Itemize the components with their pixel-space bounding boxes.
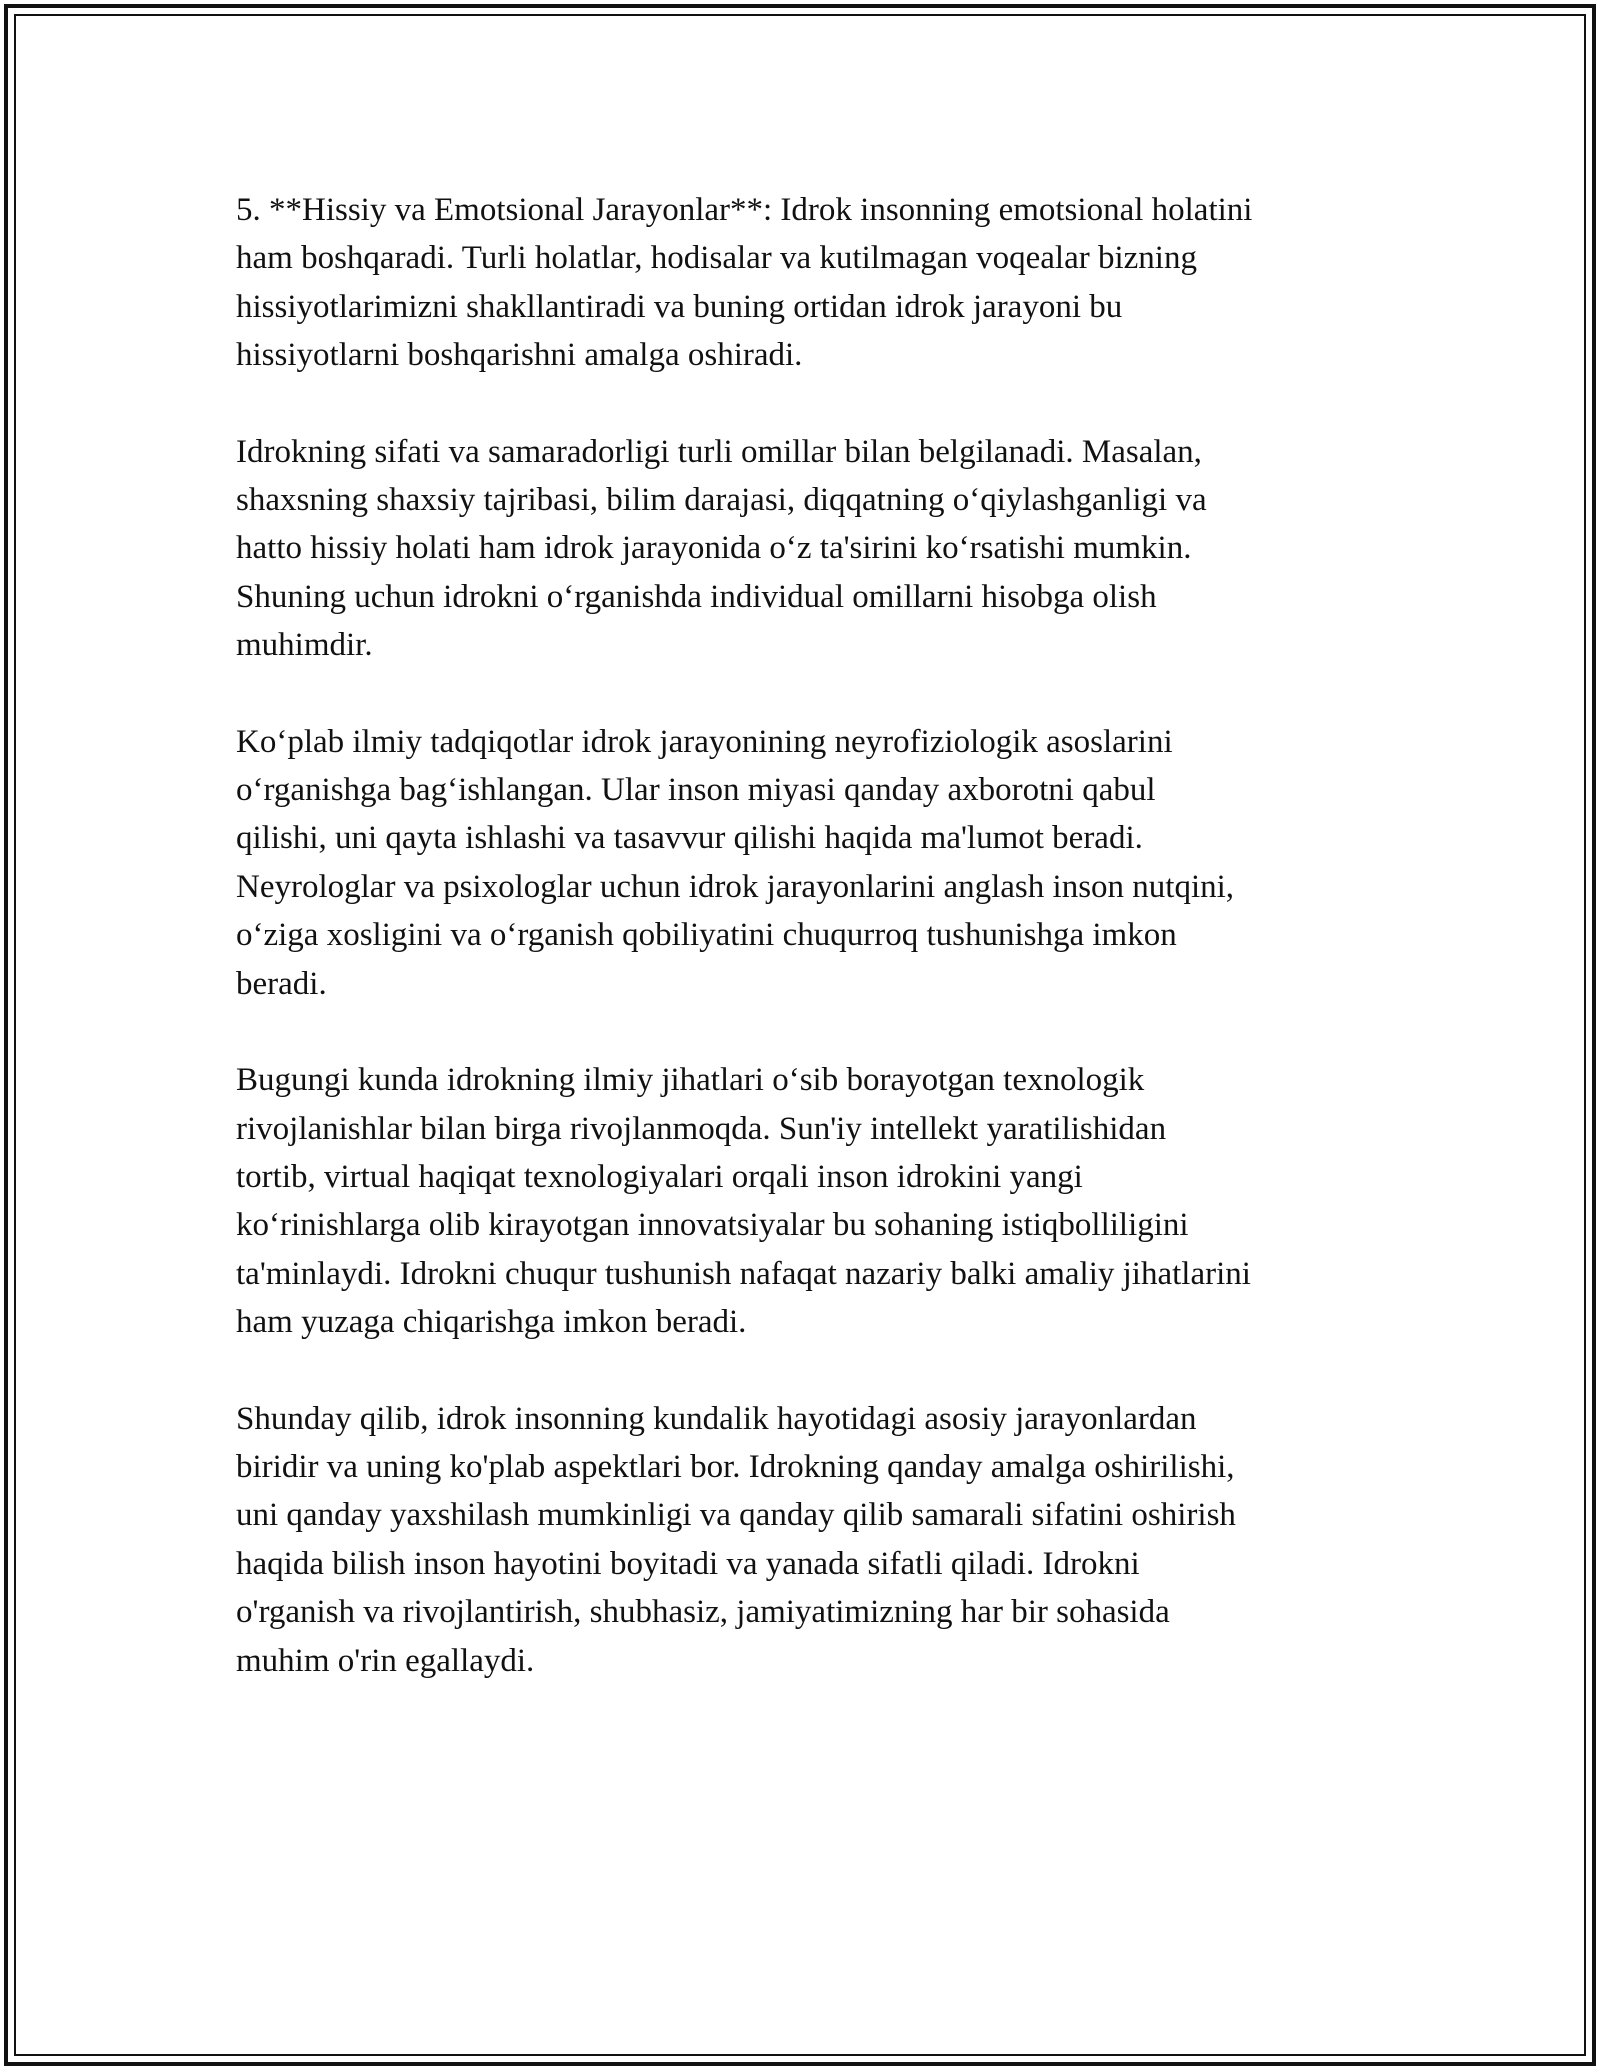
paragraph-emotional-processes: 5. **Hissiy va Emotsional Jarayonlar**: Idrok insonning emotsional holatini ham boshqaradi. Turli holatlar, hodisalar va kutilmagan voqealar bizning hissiyotlarimizni shakllantiradi va buning ortidan idrok jarayoni bu hissiyotlarni boshqarishni amalga oshiradi. bbox=[236, 192, 1253, 374]
document-body bbox=[236, 186, 1376, 1733]
paragraph-technology-development: Bugungi kunda idrokning ilmiy jihatlari oʻsib borayotgan texnologik rivojlanishlar bilan birga rivojlanmoqda. Sun'iy intellekt yaratilishidan tortib, virtual haqiqat texnologiyalari orqali inson idrokini yangi koʻrinishlarga olib kirayotgan innovatsiyalar bu sohaning istiqbolliligini ta'minlaydi. Idrokni chuqur tushunish nafaqat nazariy balki amaliy jihatlarini ham yuzaga chiqarishga imkon beradi. bbox=[236, 1062, 1251, 1341]
paragraph-perception-quality: Idrokning sifati va samaradorligi turli omillar bilan belgilanadi. Masalan, shaxsning shaxsiy tajribasi, bilim darajasi, diqqatning oʻqiylashganligi va hatto hissiy holati ham idrok jarayonida oʻz ta'sirini koʻrsatishi mumkin. Shuning uchun idrokni oʻrganishda individual omillarni hisobga olish muhimdir. bbox=[236, 433, 1207, 664]
paragraph-conclusion: Shunday qilib, idrok insonning kundalik hayotidagi asosiy jarayonlardan biridir va uning ko'plab aspektlari bor. Idrokning qanday amalga oshirilishi, uni qanday yaxshilash mumkinligi va qanday qilib samarali sifatini oshirish haqida bilish inson hayotini boyitadi va yanada sifatli qiladi. Idrokni o'rganish va rivojlantirish, shubhasiz, jamiyatimizning har bir sohasida muhim o'rin egallaydi. bbox=[236, 1400, 1236, 1679]
paragraph-neurophysiology-research: Koʻplab ilmiy tadqiqotlar idrok jarayonining neyrofiziologik asoslarini oʻrganishga bagʻishlangan. Ular inson miyasi qanday axborotni qabul qilishi, uni qayta ishlashi va tasavvur qilishi haqida ma'lumot beradi. Neyrologlar va psixologlar uchun idrok jarayonlarini anglash inson nutqini, oʻziga xosligini va oʻrganish qobiliyatini chuqurroq tushunishga imkon beradi. bbox=[236, 723, 1235, 1002]
